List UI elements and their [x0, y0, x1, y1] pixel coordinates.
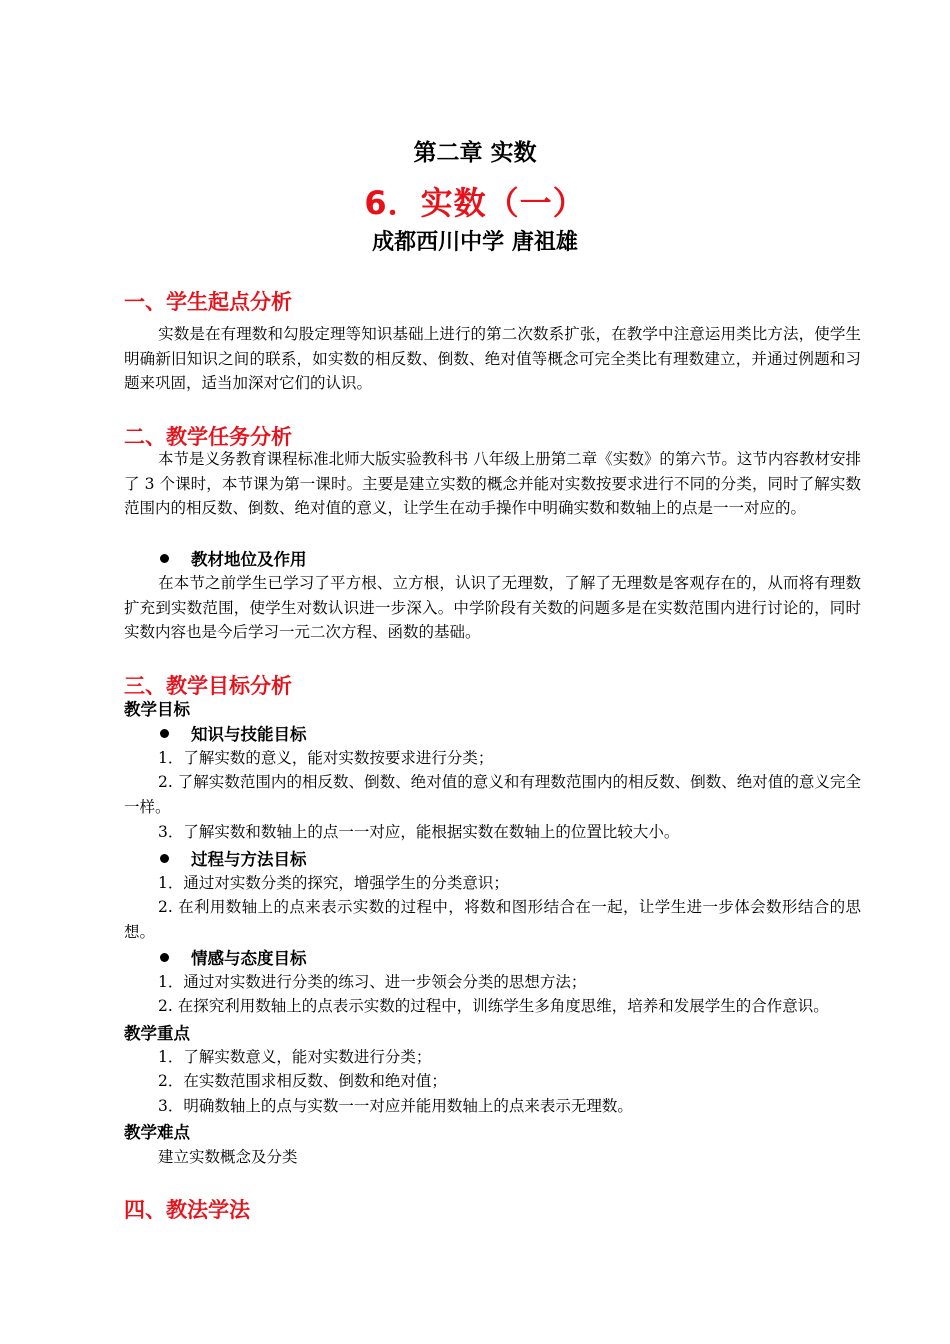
emotion-item-2: 2. 在探究利用数轴上的点表示实数的过程中，训练学生多角度思维，培养和发展学生的合作意识。: [158, 997, 829, 1015]
bullet-dot-icon: [160, 554, 169, 563]
section-2-text: 本节是义务教育课程标准北师大版实验教科书 八年级上册第二章《实数》的第六节。这节内容教材安排了 3 个课时，本节课为第一课时。主要是建立实数的概念并能对实数按要求进行不同的分类，同时了解实数范围内的相反数、倒数、绝对值的意义，让学生在动手操作中明确实数和数轴上的点是一一对应的。: [124, 450, 861, 518]
bullet-knowledge-skills: [160, 721, 307, 745]
section-heading-3: 三、教学目标分析: [124, 674, 292, 698]
process-item-2-text: 2. 在利用数轴上的点来表示实数的过程中，将数和图形结合在一起，让学生进一步体会数形结合的思想。: [124, 898, 861, 941]
knowledge-item-2-text: 2. 了解实数范围内的相反数、倒数、绝对值的意义和有理数范围内的相反数、倒数、绝对值的意义完全一样。: [124, 773, 861, 816]
key-item-3: 3．明确数轴上的点与实数一一对应并能用数轴上的点来表示无理数。: [158, 1097, 633, 1115]
author-line: 成都西川中学 唐祖雄: [372, 230, 578, 255]
section-heading-1: 一、学生起点分析: [124, 290, 292, 314]
knowledge-item-1: 1．了解实数的意义，能对实数按要求进行分类；: [158, 749, 494, 767]
difficulty-item-1: 建立实数概念及分类: [158, 1148, 298, 1166]
key-item-2: 2．在实数范围求相反数、倒数和绝对值；: [158, 1072, 447, 1090]
bullet-process-methods: [160, 846, 307, 870]
lesson-title: 6．实数（一）: [364, 184, 586, 222]
bullet-label: 知识与技能目标: [191, 725, 307, 744]
section-2-paragraph-2: [124, 571, 861, 645]
bullet-label: 情感与态度目标: [191, 949, 307, 968]
chapter-title: 第二章 实数: [413, 140, 537, 166]
knowledge-item-2: [124, 770, 861, 819]
section-1-text: 实数是在有理数和勾股定理等知识基础上进行的第二次数系扩张，在教学中注意运用类比方法，使学生明确新旧知识之间的联系，如实数的相反数、倒数、绝对值等概念可完全类比有理数建立，并通过例题和习题来巩固，适当加深对它们的认识。: [124, 325, 861, 393]
difficulty-label: 教学难点: [124, 1123, 190, 1142]
emotion-item-1: 1．通过对实数进行分类的练习、进一步领会分类的思想方法；: [158, 973, 587, 991]
section-1-paragraph: [124, 322, 861, 396]
knowledge-item-3: 3．了解实数和数轴上的点一一对应，能根据实数在数轴上的位置比较大小。: [158, 823, 680, 841]
bullet-label: 过程与方法目标: [191, 850, 307, 869]
key-item-1: 1．了解实数意义，能对实数进行分类；: [158, 1048, 432, 1066]
goals-label: 教学目标: [124, 700, 190, 719]
bullet-dot-icon: [160, 953, 169, 962]
bullet-dot-icon: [160, 854, 169, 863]
section-heading-4: 四、教法学法: [124, 1198, 250, 1222]
bullet-emotion-attitude: [160, 945, 307, 969]
process-item-2: [124, 895, 861, 944]
section-2-text-2: 在本节之前学生已学习了平方根、立方根，认识了无理数，了解了无理数是客观存在的，从而将有理数扩充到实数范围，使学生对数认识进一步深入。中学阶段有关数的问题多是在实数范围内进行讨论的，同时实数内容也是今后学习一元二次方程、函数的基础。: [124, 574, 861, 642]
process-item-1: 1．通过对实数分类的探究，增强学生的分类意识；: [158, 874, 509, 892]
bullet-textbook-role: [160, 546, 307, 570]
bullet-label: 教材地位及作用: [191, 550, 307, 569]
bullet-dot-icon: [160, 729, 169, 738]
key-points-label: 教学重点: [124, 1024, 190, 1043]
section-2-paragraph: [124, 447, 861, 521]
section-heading-2: 二、教学任务分析: [124, 425, 292, 449]
